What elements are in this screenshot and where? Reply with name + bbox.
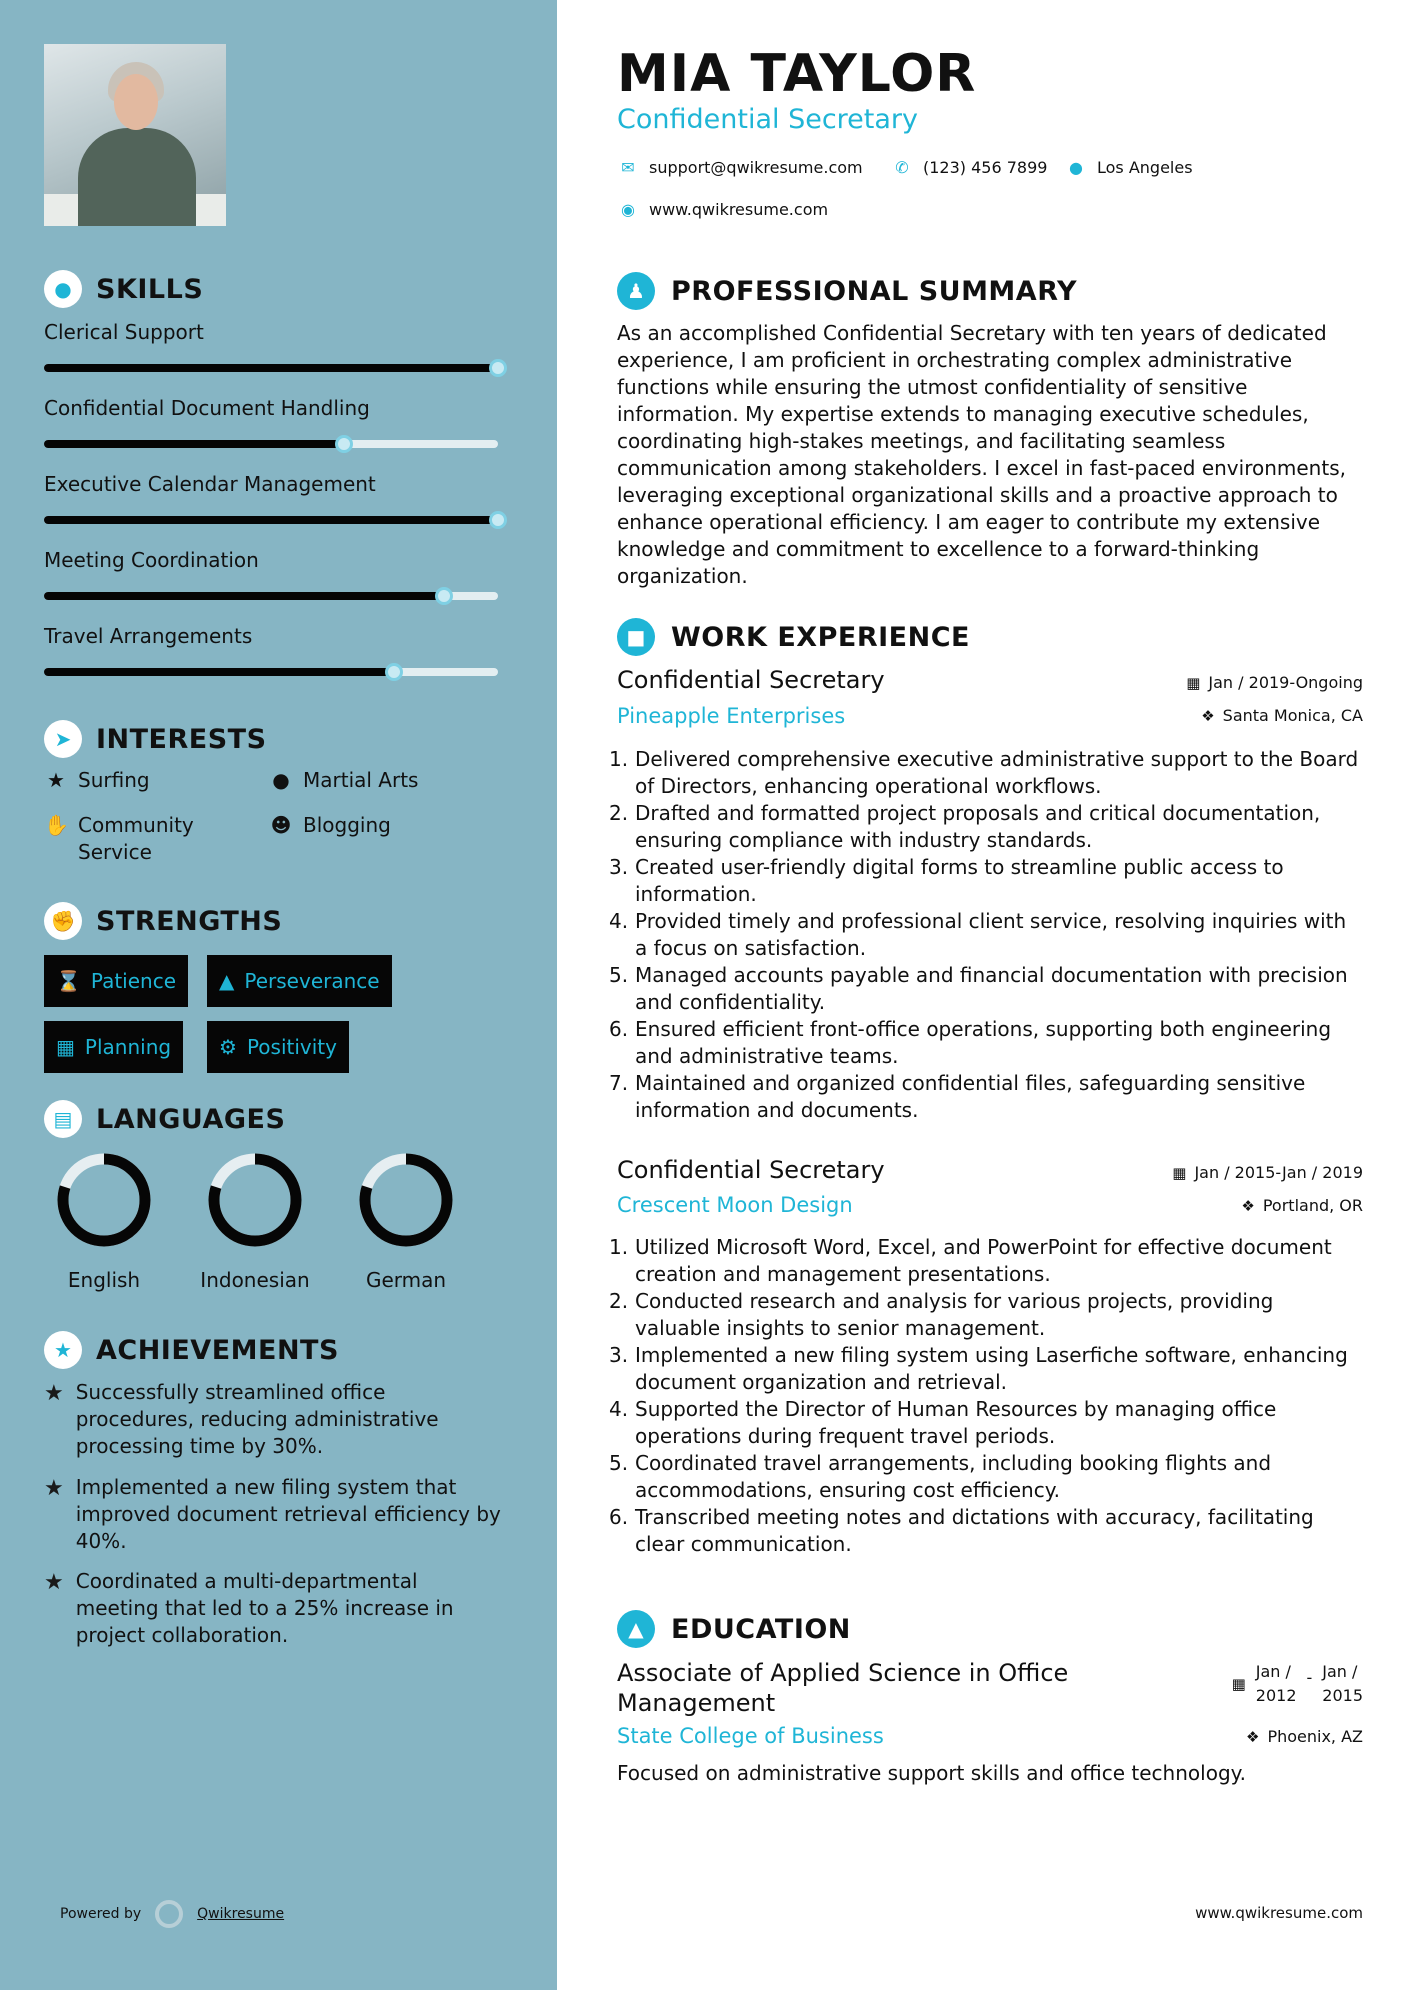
summary-title: PROFESSIONAL SUMMARY	[671, 275, 1078, 307]
skills-heading	[44, 270, 203, 308]
languages-title: LANGUAGES	[96, 1103, 286, 1135]
language-name: Indonesian	[200, 1268, 310, 1292]
list-item: 5. Coordinated travel arrangements, including booking flights and accommodations, ensuring cost efficiency.	[609, 1451, 1272, 1502]
education-description: Focused on administrative support skills and office technology.	[617, 1761, 1246, 1785]
powered-by	[60, 1900, 284, 1928]
pin-icon: ❖	[1241, 1196, 1255, 1215]
list-item: 1. Delivered comprehensive executive administrative support to the Board of Directors, enhancing operational workflows.	[609, 747, 1359, 798]
interest-label: Martial Arts	[303, 768, 419, 792]
phone-icon: ✆	[895, 158, 909, 177]
language-item	[331, 1152, 481, 1292]
strength-label: Patience	[90, 969, 177, 993]
edu-end: Jan / 2015	[1322, 1662, 1363, 1705]
star-icon: ★	[44, 1381, 64, 1406]
job-duties	[609, 746, 1363, 1124]
list-item: 2. Drafted and formatted project proposals and critical documentation, ensuring compliance with industry standards.	[609, 801, 1321, 852]
list-item: 1. Utilized Microsoft Word, Excel, and PowerPoint for effective document creation and management presentations.	[609, 1235, 1332, 1286]
qwikresume-link[interactable]: Qwikresume	[197, 1906, 285, 1922]
interest-label: Blogging	[303, 813, 391, 837]
qwikresume-logo-icon	[155, 1900, 183, 1928]
skill-name: Meeting Coordination	[44, 548, 259, 572]
skill-name: Executive Calendar Management	[44, 472, 376, 496]
job-location-text: Santa Monica, CA	[1222, 706, 1363, 725]
contact-email[interactable]	[617, 158, 863, 177]
trophy-icon: ★	[44, 1331, 82, 1369]
users-icon: ☻	[270, 813, 292, 837]
profile-photo	[44, 44, 226, 226]
achievement-item	[44, 1379, 504, 1460]
list-item: 5. Managed accounts payable and financial documentation with precision and confidentiality.	[609, 963, 1348, 1014]
language-ring	[56, 1152, 152, 1248]
interest-item	[269, 812, 391, 839]
language-item	[29, 1152, 179, 1292]
candidate-name: MIA TAYLOR	[617, 44, 977, 104]
degree-title: Associate of Applied Science in Office Management	[617, 1659, 1069, 1717]
language-name: German	[365, 1268, 447, 1292]
contact-phone[interactable]	[891, 158, 1047, 177]
summary-text: As an accomplished Confidential Secretary with ten years of dedicated experience, I am proficient in orchestrating complex administrative functions while ensuring the utmost confidentiality of sensitive information. My expertise extends to managing executive schedules, coordinating high-stakes meetings, and facilitating seamless communication among stakeholders. I excel in fast-paced environments, leveraging exceptional organizational skills and a proactive approach to enhance operational efficiency. I am eager to contribute my extensive knowledge and commitment to excellence to a forward-thinking organization.	[617, 321, 1346, 588]
language-icon: ▤	[44, 1100, 82, 1138]
achievement-item	[44, 1474, 504, 1555]
job-company: Pineapple Enterprises	[617, 704, 846, 728]
strength-badge	[207, 1021, 349, 1073]
list-item: 7. Maintained and organized confidential files, safeguarding sensitive information and documents.	[609, 1071, 1306, 1122]
calendar-icon: ▦	[1231, 1675, 1246, 1693]
work-heading	[617, 618, 970, 656]
map-pin-icon: ●	[1069, 158, 1083, 177]
achievement-text: Implemented a new filing system that improved document retrieval efficiency by 40%.	[75, 1475, 501, 1553]
list-item: 2. Conducted research and analysis for various projects, providing valuable insights to senior management.	[609, 1289, 1274, 1340]
interest-item	[44, 767, 150, 794]
paper-plane-icon: ➤	[44, 720, 82, 758]
strength-label: Positivity	[246, 1035, 337, 1059]
list-item: 3. Created user-friendly digital forms to streamline public access to information.	[609, 855, 1284, 906]
job-dates-text: Jan / 2015-Jan / 2019	[1194, 1163, 1363, 1182]
list-item: 6. Transcribed meeting notes and dictations with accuracy, facilitating clear communication.	[609, 1505, 1314, 1556]
education-location	[1246, 1727, 1363, 1746]
achievement-text: Coordinated a multi-departmental meeting that led to a 25% increase in project collaboration.	[75, 1569, 454, 1647]
job-location	[1201, 706, 1363, 725]
strengths-heading	[44, 902, 282, 940]
job-dates-text: Jan / 2019-Ongoing	[1208, 673, 1363, 692]
job-dates	[1186, 673, 1363, 692]
edu-start: Jan / 2012	[1255, 1662, 1297, 1705]
work-title: WORK EXPERIENCE	[671, 621, 970, 653]
candidate-title: Confidential Secretary	[617, 104, 918, 135]
star-icon: ★	[44, 1570, 64, 1595]
language-ring	[207, 1152, 303, 1248]
hourglass-icon: ⌛	[56, 969, 81, 993]
language-item	[180, 1152, 330, 1292]
skill-bar	[44, 364, 498, 372]
language-ring	[358, 1152, 454, 1248]
skill-bar	[44, 440, 498, 448]
website-text: www.qwikresume.com	[649, 200, 829, 219]
job-location-text: Portland, OR	[1262, 1196, 1363, 1215]
edu-separator: -	[1306, 1668, 1313, 1687]
location-text: Los Angeles	[1097, 158, 1193, 177]
skill-name: Confidential Document Handling	[44, 396, 370, 420]
job-title: Confidential Secretary	[617, 666, 885, 694]
star-icon: ★	[47, 768, 65, 792]
strength-badge	[44, 1021, 183, 1073]
strengths-title: STRENGTHS	[96, 905, 283, 937]
interest-label: Surfing	[78, 768, 150, 792]
pin-icon: ❖	[1245, 1727, 1260, 1746]
school-name: State College of Business	[617, 1724, 884, 1748]
interests-heading	[44, 720, 267, 758]
job-company: Crescent Moon Design	[617, 1193, 853, 1217]
powered-by-label: Powered by	[60, 1906, 142, 1922]
contact-location	[1065, 158, 1193, 177]
skill-bar	[44, 592, 498, 600]
interest-item	[44, 812, 224, 866]
contact-website[interactable]	[617, 200, 828, 219]
phone-text: (123) 456 7899	[923, 158, 1048, 177]
interest-label: Community Service	[78, 813, 194, 864]
interests-title: INTERESTS	[96, 723, 267, 755]
achievements-heading	[44, 1331, 339, 1369]
strength-label: Perseverance	[244, 969, 380, 993]
sun-icon: ⚙	[219, 1035, 237, 1059]
calendar-icon: ▦	[56, 1035, 75, 1059]
hand-icon: ✋	[44, 813, 69, 837]
main-content	[609, 0, 1363, 1990]
briefcase-icon: ■	[617, 618, 655, 656]
footer-url[interactable]: www.qwikresume.com	[1195, 1904, 1363, 1922]
skill-bar	[44, 668, 498, 676]
strength-badge	[44, 955, 188, 1007]
achievement-text: Successfully streamlined office procedures, reducing administrative processing time by 30%.	[75, 1380, 439, 1458]
education-heading	[617, 1610, 851, 1648]
lightbulb-icon: ●	[44, 270, 82, 308]
pin-icon: ❖	[1201, 706, 1215, 725]
education-location-text: Phoenix, AZ	[1267, 1727, 1363, 1746]
education-dates	[1232, 1660, 1363, 1708]
skill-name: Clerical Support	[44, 320, 204, 344]
fist-icon: ✊	[44, 902, 82, 940]
job-dates	[1172, 1163, 1363, 1182]
job-title: Confidential Secretary	[617, 1156, 885, 1184]
list-item: 6. Ensured efficient front-office operations, supporting both engineering and administrative teams.	[609, 1017, 1332, 1068]
skills-title: SKILLS	[96, 273, 204, 305]
list-item: 3. Implemented a new filing system using Laserfiche software, enhancing document organization and retrieval.	[609, 1343, 1348, 1394]
globe-icon: ◉	[621, 200, 635, 219]
sidebar	[0, 0, 557, 1990]
skill-name: Travel Arrangements	[44, 624, 253, 648]
education-title: EDUCATION	[671, 1613, 851, 1645]
strength-badge	[207, 955, 392, 1007]
interest-item	[269, 767, 418, 794]
email-text: support@qwikresume.com	[649, 158, 863, 177]
user-icon: ♟	[617, 272, 655, 310]
globe-icon: ●	[272, 768, 290, 792]
job-duties	[609, 1234, 1363, 1558]
graduation-cap-icon: ▲	[617, 1610, 655, 1648]
list-item: 4. Supported the Director of Human Resources by managing office operations during frequent travel periods.	[609, 1397, 1277, 1448]
calendar-icon: ▦	[1172, 1163, 1187, 1182]
calendar-icon: ▦	[1186, 673, 1201, 692]
achievements-title: ACHIEVEMENTS	[96, 1334, 339, 1366]
languages-heading	[44, 1100, 285, 1138]
language-name: English	[67, 1268, 141, 1292]
achievement-item	[44, 1568, 504, 1649]
star-icon: ★	[44, 1476, 64, 1501]
summary-heading	[617, 272, 1077, 310]
list-item: 4. Provided timely and professional client service, resolving inquiries with a focus on satisfaction.	[609, 909, 1347, 960]
envelope-icon: ✉	[621, 158, 635, 177]
strength-label: Planning	[84, 1035, 172, 1059]
people-icon: ▲	[219, 969, 235, 993]
skill-bar	[44, 516, 498, 524]
job-location	[1241, 1196, 1363, 1215]
